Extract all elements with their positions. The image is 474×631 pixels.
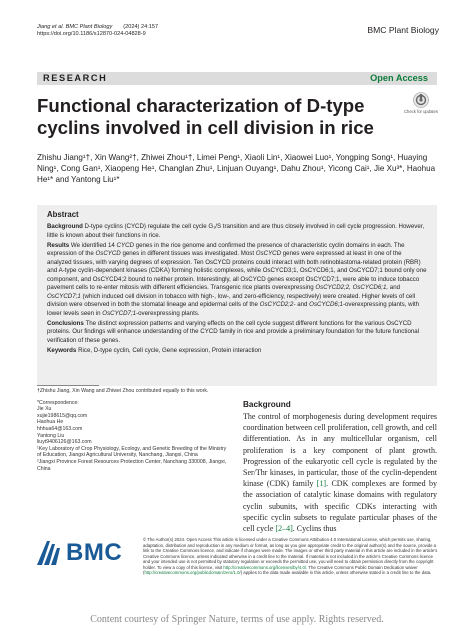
article-type: RESEARCH (43, 73, 108, 83)
contact-name: Yantong Liu (37, 432, 65, 439)
results-gene: OsCYCD2;2- (259, 301, 296, 308)
check-updates-label: Check for updates (404, 109, 438, 114)
footnotes (37, 388, 227, 472)
citation-link[interactable]: [1] (316, 479, 327, 489)
open-access-label: Open Access (370, 73, 428, 83)
citation: Jiang et al. BMC Plant Biology (37, 24, 113, 30)
contact-name: Jie Xu (37, 406, 52, 413)
abstract-background-label: Background (47, 223, 83, 230)
results-gene: OsCYCD6;1 (309, 301, 343, 308)
footnote-divider (37, 385, 99, 386)
contact-email[interactable]: liuyt9406126@163.com (37, 439, 92, 446)
abstract-conclusions-label: Conclusions (47, 319, 84, 327)
results-text: and (388, 284, 401, 291)
correspondence-label: *Correspondence: (37, 399, 79, 406)
results-text: -overexpressing plants. (136, 309, 200, 317)
keywords-label: Keywords (47, 346, 77, 354)
journal-name: BMC Plant Biology (367, 25, 439, 35)
check-for-updates-button[interactable] (404, 92, 438, 114)
author-list: Zhishu Jiang¹†, Xin Wang²†, Zhiwei Zhou¹†, Limei Peng¹, Xiaoli Lin¹, Xiaowei Luo¹, Yongping Song¹, Huaying Ning¹, Cong Gan¹, Xiaopeng He¹, Changlan Zhu¹, Linjuan Ouyang¹, Dahu Zhou¹, Yicong Cai¹, Jie Xu³*, Haohua He¹* and Yantong Liu¹* (37, 153, 436, 184)
results-gene: OsCYCD7;1 (47, 292, 81, 300)
license-text: © The Author(s) 2024. Open Access This article is licensed under a Creative Commons Attribution 4.0 International License, which permits use, sharing, adaptation, distribution and reproduction in any medium or format, as long as you give appropriate credit to the original author(s) and the source, provide a link to the Creative Commons licence, and indicate if changes were made. The images or other third party material in this article are included in the article's Creative Commons licence, unless indicated otherwise in a credit line to the material. If material is not included in the article's Creative Commons licence and your intended use is not permitted by statutory regulation or exceeds the permitted use, you will need to obtain permission directly from the copyright holder. To view a copy of this licence, visit (143, 537, 438, 570)
contact-email[interactable]: xujie198615@qq.com (37, 412, 88, 419)
courtesy-watermark: Content courtesy of Springer Nature, terms of use apply. Rights reserved. (90, 614, 384, 625)
background-text: . CDK complexes are formed by the association of catalytic kinase domains with regulatory cyclin subunits, with specific CDKs interacting with specific cyclin subsets to regulate particular phases of the cell cycle (243, 479, 438, 534)
abstract-conclusions (47, 320, 427, 346)
results-gene: CYCD (116, 241, 134, 249)
background-text: The control of morphogenesis during development requires coordination between cell proliferation, cell growth, and cell differentiation. As in any multicellular organism, cell proliferation is a key component of plant growth. Progression of the eukaryotic cell cycle is regulated by the Ser/Thr kinases, in particular, those of the cyclin-dependent kinase (CDK) family (243, 412, 437, 489)
license-link[interactable]: http://creativecommons.org/publicdomain/zero/1.0/ (144, 570, 241, 575)
abstract-heading: Abstract (47, 210, 79, 219)
abstract-box (37, 205, 437, 386)
results-text: genes in the rice genome and confirmed the presence of characteristic cyclin domains in each. The expression of the (47, 241, 405, 257)
bmc-logo-text: BMC (66, 539, 123, 566)
check-updates-icon (413, 92, 429, 108)
abstract-results (47, 242, 427, 319)
affiliation: ¹Key Laboratory of Crop Physiology, Ecology, and Genetic Breeding of the Ministry of Education, Jiangxi Agricultural University, Nanchang, Jiangxi, China (37, 445, 227, 459)
abstract-keywords (47, 347, 427, 356)
equal-contribution-note: †Zhishu Jiang, Xin Wang and Zhiwei Zhou contributed equally to this work. (37, 388, 209, 394)
results-gene: OsCYCD2;2, OsCYCD6;1, (315, 284, 389, 291)
results-gene: OsCYCD (255, 250, 282, 257)
year-volume: (2024) 24:157 (123, 24, 159, 30)
doi-link[interactable]: https://doi.org/10.1186/s12870-024-04828-9 (37, 31, 146, 38)
abstract-conclusions-text: The distinct expression patterns and varying effects on the cell cycle suggest different functions for the various OsCYCD proteins. Our findings will enhance understanding of the CYCD family in rice and provide a preliminary foundation for the future functional verification of these genes. (47, 319, 420, 344)
contact-email[interactable]: hhhua64@163.com (37, 425, 83, 432)
background-paragraph (243, 411, 437, 534)
abstract-background-text: D-type cyclins (CYCD) regulate the cell cycle G₁/S transition and are thus closely involved in cell cycle progression. However, little is known about their functions in rice. (47, 223, 425, 239)
keywords-text: Rice, D-type cyclin, Cell cycle, Gene expression, Protein interaction (78, 346, 262, 354)
results-text: and (295, 301, 310, 308)
bmc-logo-mark-icon (37, 541, 63, 565)
results-text: We identified 14 (70, 241, 117, 249)
bmc-logo (37, 539, 133, 567)
results-gene: OsCYCD (95, 250, 121, 257)
article-title: Functional characterization of D-type cyclins involved in cell division in rice (37, 95, 374, 138)
abstract-results-label: Results (47, 241, 70, 249)
affiliation: ²Jiangxi Province Forest Resources Protection Center, Nanchang 330008, Jiangxi, China (37, 458, 227, 472)
license-text: ) applies to the data made available in this article, unless otherwise stated in a credit line to the data. (240, 570, 432, 575)
running-header (37, 24, 158, 39)
license-notice (143, 537, 439, 576)
citation-link[interactable]: [2–4] (275, 524, 293, 534)
article-type-band (37, 72, 437, 85)
results-text: (which induced cell division in tobacco with high-, low-, and zero-efficiency, respectively) were created. Higher levels of cell division were observed in both the stomatal lineage and epidermal cells of the (47, 292, 416, 308)
license-link[interactable]: http://creativecommons.org/licenses/by/4.0/ (223, 564, 307, 570)
background-heading: Background (243, 400, 291, 409)
background-text: . Cyclins thus (292, 524, 337, 534)
results-text: genes were expressed at least in one of the analyzed tissues, with varying degrees of expression. Ten OsCYCD proteins could interact with both retinoblastoma-related protein (RBR) and A-type cyclin-dependent kinases (CDKA) forming holistic complexes, while OsCYCD3;1, OsCYCD6;1, and OsCYCD7;1 bound only one component, and OsCYCD4;2 bound to neither protein. Interestingly, all OsCYCD genes except OsCYCD7;1, were able to induce tobacco pavement cells to re-enter mitosis with different efficiencies. Transgenic rice plants overexpressing (47, 250, 427, 291)
results-text: genes in different tissues was investigated. Most (120, 250, 256, 257)
contact-name: Haohua He (37, 419, 64, 426)
results-text: -overexpressing plants, with lower levels seen in (47, 301, 420, 317)
results-gene: OsCYCD7;1 (102, 309, 137, 317)
abstract-background (47, 223, 427, 240)
license-text: . The Creative Commons Public Domain Dedication waiver ( (143, 564, 418, 575)
